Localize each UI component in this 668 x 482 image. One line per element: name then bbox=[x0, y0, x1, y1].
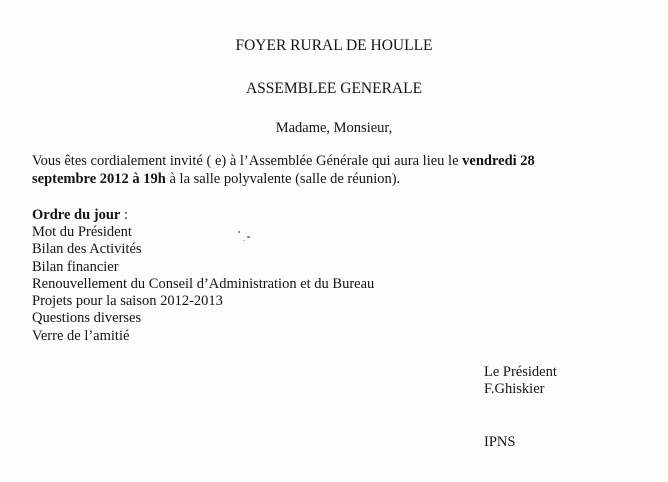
agenda-item: Renouvellement du Conseil d’Administration et du Bureau bbox=[32, 276, 375, 292]
scan-speck bbox=[243, 240, 245, 241]
agenda-heading-label: Ordre du jour bbox=[32, 207, 121, 223]
greeting: Madame, Monsieur, bbox=[275, 120, 393, 136]
invitation-line-1 bbox=[32, 153, 535, 170]
agenda-item: Verre de l’amitié bbox=[32, 328, 130, 344]
agenda-item: Projets pour la saison 2012-2013 bbox=[32, 293, 223, 309]
agenda-item: Bilan des Activités bbox=[32, 241, 142, 257]
invitation-text-1: Vous êtes cordialement invité ( e) à l’Assemblée Générale qui aura lieu le bbox=[32, 153, 463, 169]
signature-role: Le Président bbox=[484, 364, 557, 380]
document-title: ASSEMBLEE GENERALE bbox=[245, 80, 423, 97]
agenda-item: Mot du Président bbox=[32, 224, 132, 240]
invitation-text-2: à la salle polyvalente (salle de réunion). bbox=[165, 171, 401, 187]
ipns-mark: IPNS bbox=[484, 434, 516, 450]
scan-speck bbox=[238, 231, 240, 233]
agenda-heading: Ordre du jour : bbox=[32, 207, 129, 223]
organization-name: FOYER RURAL DE HOULLE bbox=[235, 37, 433, 54]
invitation-date-bold-2: septembre 2012 à 19h bbox=[32, 171, 166, 187]
agenda-item: Bilan financier bbox=[32, 259, 119, 275]
invitation-date-bold-1: vendredi 28 bbox=[462, 153, 535, 169]
signature-name: F.Ghiskier bbox=[484, 381, 545, 397]
invitation-line-2 bbox=[32, 171, 400, 188]
agenda-item: Questions diverses bbox=[32, 310, 142, 326]
scan-speck bbox=[247, 236, 250, 238]
